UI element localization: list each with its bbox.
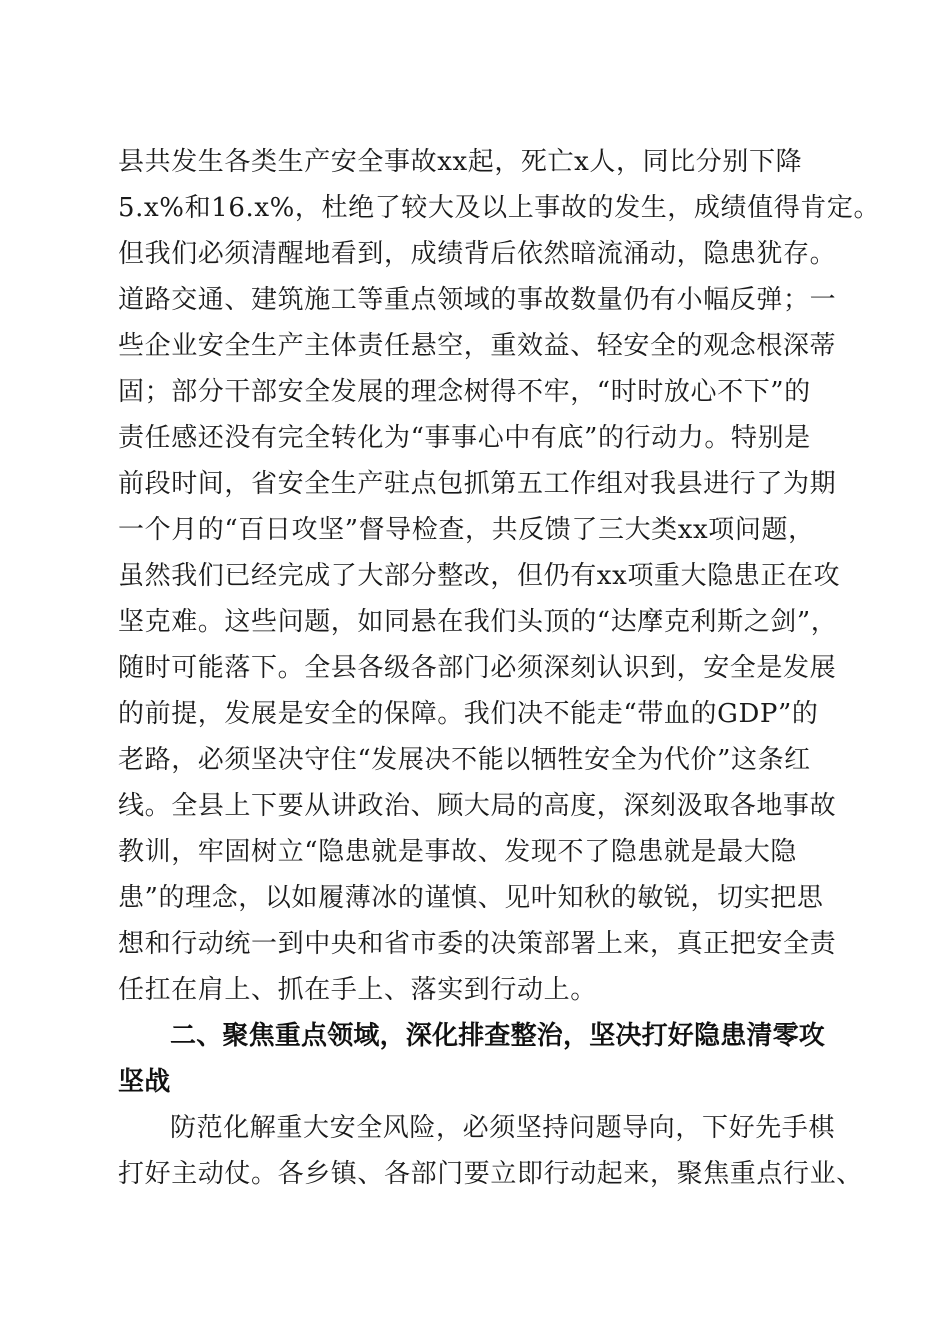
- body-text-line: 5.x%和16.x%，杜绝了较大及以上事故的发生，成绩值得肯定。: [118, 193, 881, 223]
- body-text-line: 任扛在肩上、抓在手上、落实到行动上。: [118, 975, 597, 1005]
- body-text-line: 一个月的“百日攻坚”督导检查，共反馈了三大类xx项问题，: [118, 515, 815, 545]
- body-text-line: 县共发生各类生产安全事故xx起，死亡x人，同比分别下降: [118, 147, 803, 177]
- body-text-line: 随时可能落下。全县各级各部门必须深刻认识到，安全是发展: [118, 653, 837, 683]
- section-heading: 二、聚焦重点领域，深化排查整治，坚决打好隐患清零攻: [170, 1021, 826, 1051]
- body-text-line: 防范化解重大安全风险，必须坚持问题导向，下好先手棋: [170, 1113, 836, 1143]
- body-text-line: 打好主动仗。各乡镇、各部门要立即行动起来，聚焦重点行业、: [118, 1159, 863, 1189]
- section-heading: 坚战: [118, 1067, 171, 1097]
- body-text-line: 道路交通、建筑施工等重点领域的事故数量仍有小幅反弹；一: [118, 285, 837, 315]
- body-text-line: 患”的理念，以如履薄冰的谨慎、见叶知秋的敏锐，切实把思: [118, 883, 824, 913]
- body-text-line: 坚克难。这些问题，如同悬在我们头顶的“达摩克利斯之剑”，: [118, 607, 838, 637]
- body-text-line: 教训，牢固树立“隐患就是事故、发现不了隐患就是最大隐: [118, 837, 797, 867]
- body-text-line: 固；部分干部安全发展的理念树得不牢，“时时放心不下”的: [118, 377, 811, 407]
- body-text-line: 线。全县上下要从讲政治、顾大局的高度，深刻汲取各地事故: [118, 791, 837, 821]
- body-text-line: 虽然我们已经完成了大部分整改，但仍有xx项重大隐患正在攻: [118, 561, 841, 591]
- body-text-line: 但我们必须清醒地看到，成绩背后依然暗流涌动，隐患犹存。: [118, 239, 837, 269]
- body-text-line: 想和行动统一到中央和省市委的决策部署上来，真正把安全责: [118, 929, 837, 959]
- body-text-line: 老路，必须坚决守住“发展决不能以牺牲安全为代价”这条红: [118, 745, 811, 775]
- body-text-line: 些企业安全生产主体责任悬空，重效益、轻安全的观念根深蒂: [118, 331, 837, 361]
- body-text-line: 的前提，发展是安全的保障。我们决不能走“带血的GDP”的: [118, 699, 819, 729]
- body-text-line: 责任感还没有完全转化为“事事心中有底”的行动力。特别是: [118, 423, 811, 453]
- body-text-line: 前段时间，省安全生产驻点包抓第五工作组对我县进行了为期: [118, 469, 837, 499]
